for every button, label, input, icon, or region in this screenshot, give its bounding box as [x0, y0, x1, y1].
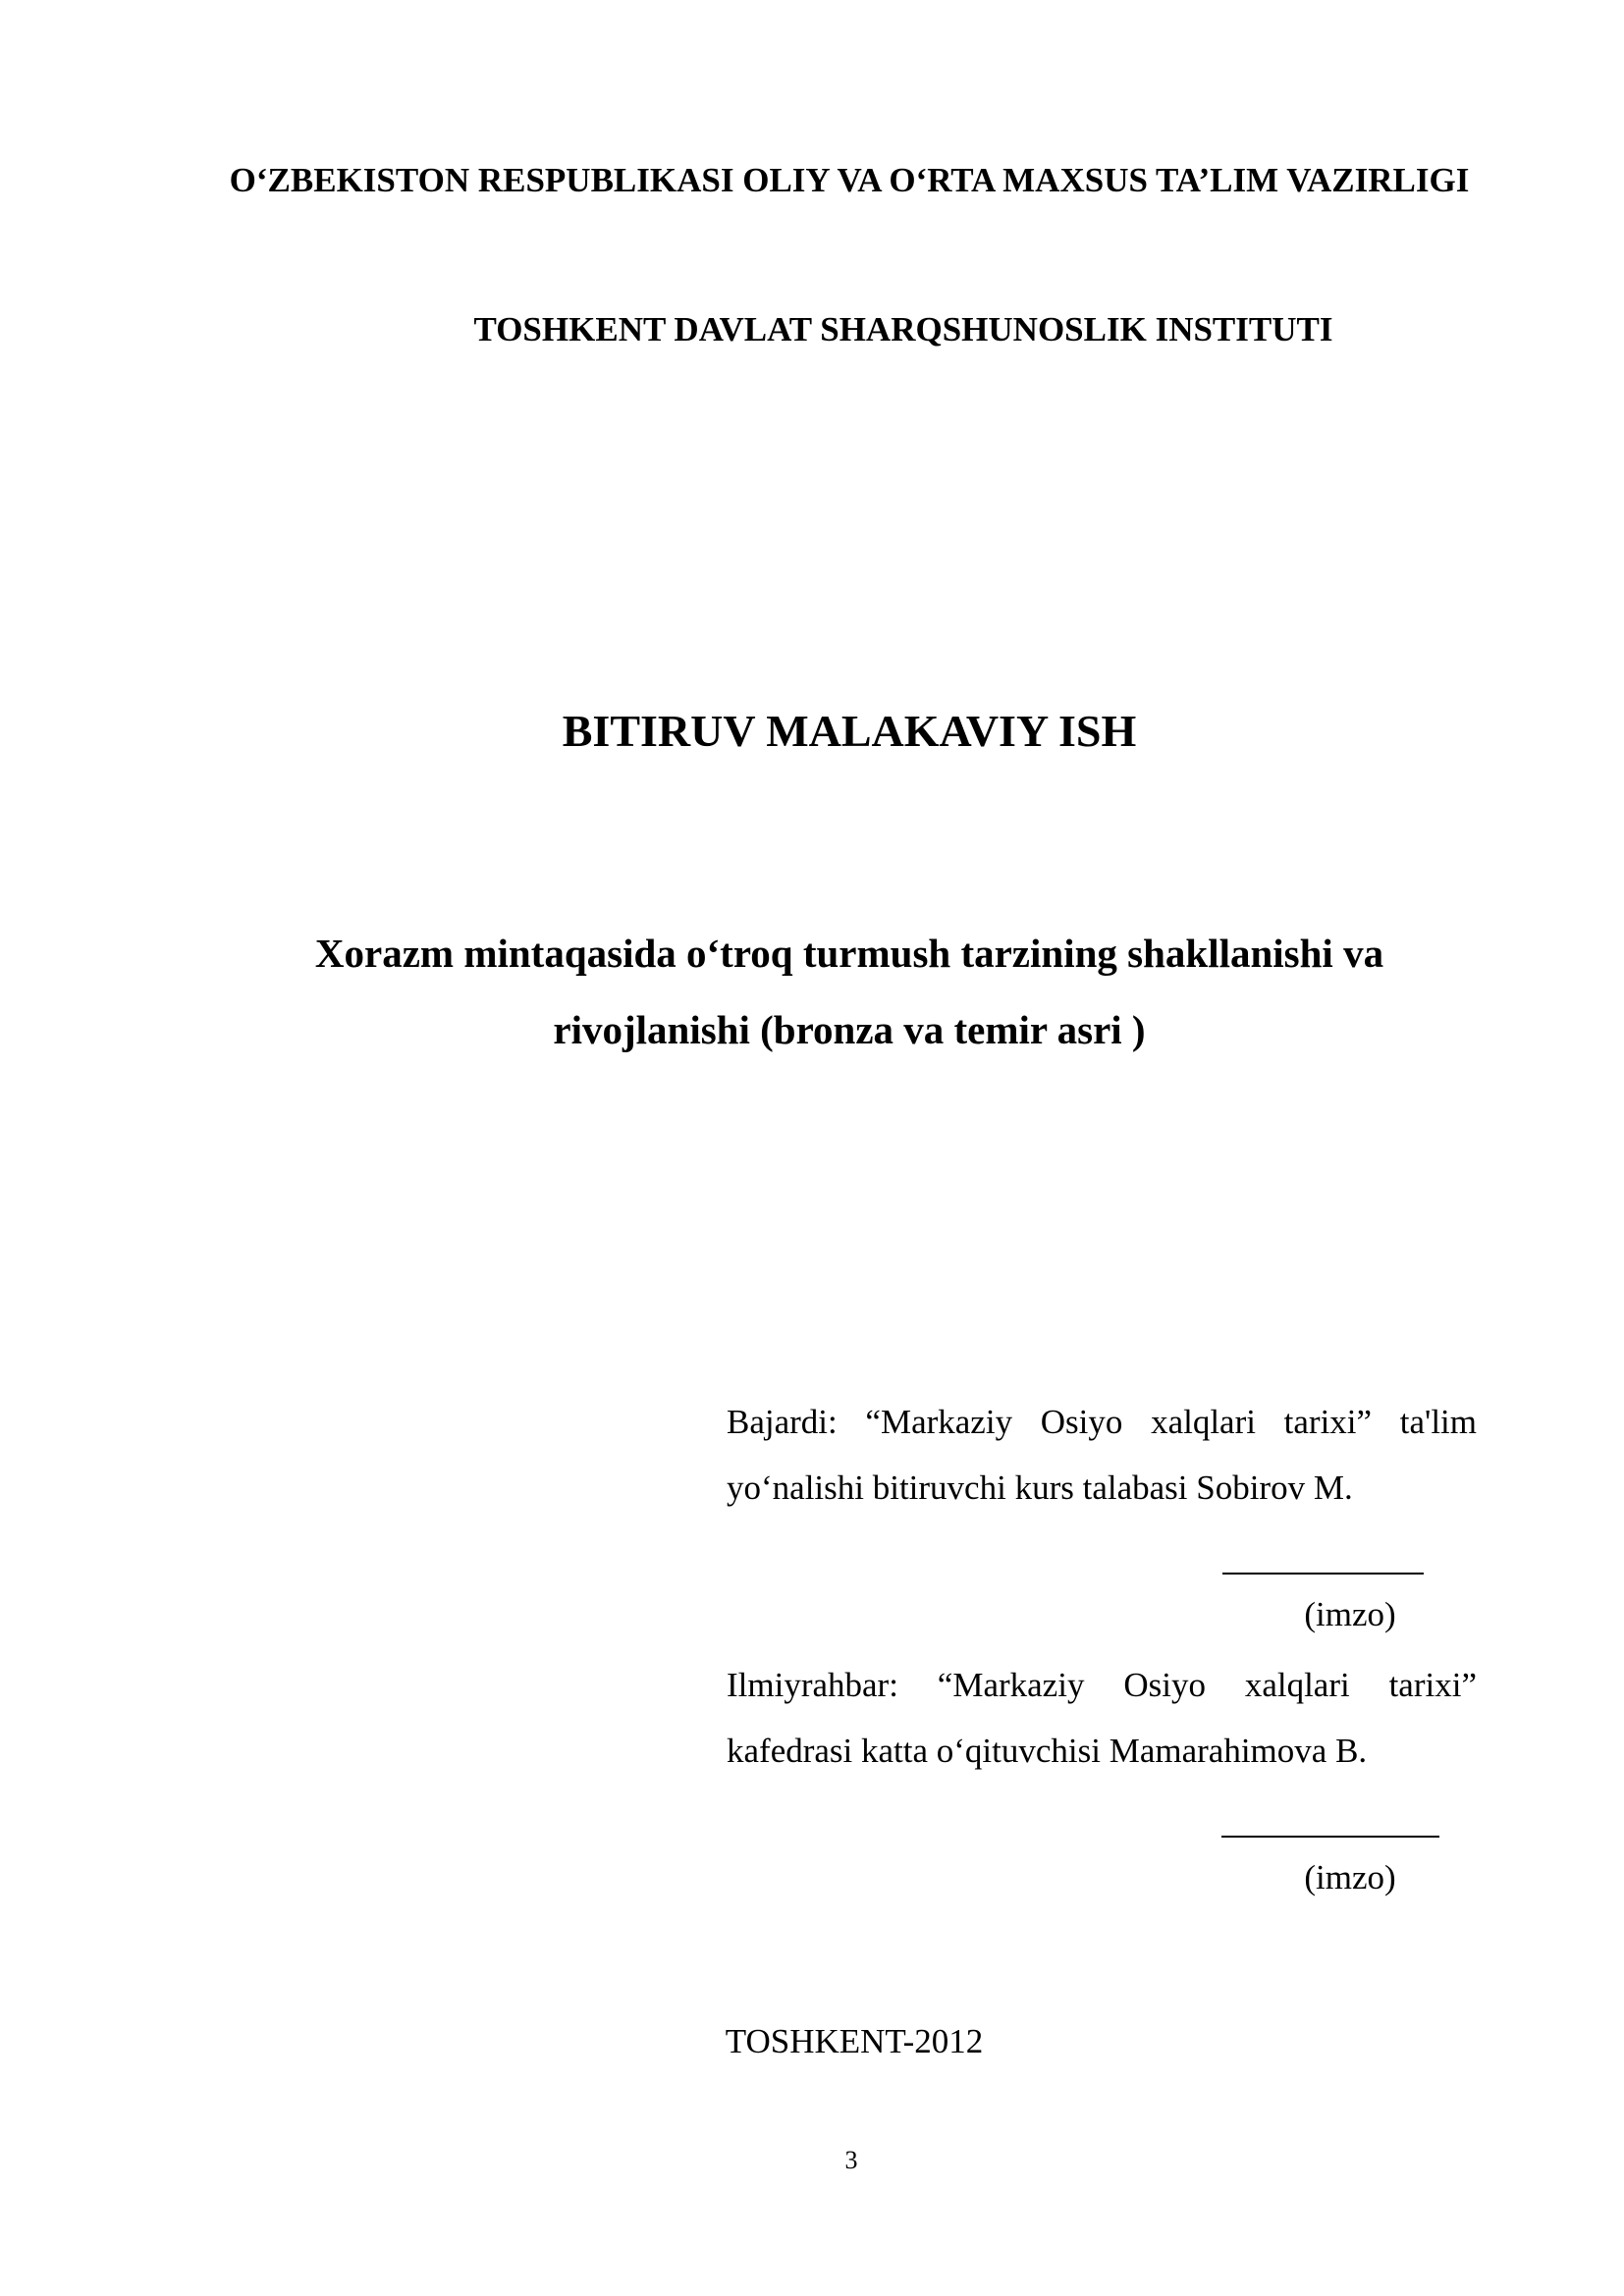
performer-signature-label: (imzo): [1304, 1595, 1396, 1633]
thesis-topic: [196, 915, 1502, 1068]
thesis-topic-line-1: Xorazm mintaqasida o‘troq turmush tarzining shakllanishi va: [314, 931, 1384, 976]
supervisor-signature-line: [1221, 1836, 1439, 1838]
thesis-topic-line-2: rivojlanishi (bronza va temir asri ): [553, 1007, 1146, 1052]
city-year: TOSHKENT-2012: [725, 2022, 984, 2060]
ministry-heading: O‘ZBEKISTON RESPUBLIKASI OLIY VA O‘RTA MAXSUS TA’LIM VAZIRLIGI: [229, 161, 1470, 199]
institute-heading: TOSHKENT DAVLAT SHARQSHUNOSLIK INSTITUTI: [473, 310, 1333, 348]
page-number: 3: [844, 2146, 858, 2174]
performer-info: Bajardi: “Markaziy Osiyo xalqlari tarixi” ta'lim yo‘nalishi bitiruvchi kurs talabasi Sobirov M.: [727, 1403, 1477, 1507]
document-type-title: BITIRUV MALAKAVIY ISH: [562, 706, 1137, 756]
supervisor-signature-label: (imzo): [1304, 1858, 1396, 1896]
performer-signature-line: [1222, 1573, 1424, 1575]
supervisor-info: Ilmiyrahbar: “Markaziy Osiyo xalqlari tarixi” kafedrasi katta o‘qituvchisi Mamarahimova B.: [727, 1666, 1477, 1770]
